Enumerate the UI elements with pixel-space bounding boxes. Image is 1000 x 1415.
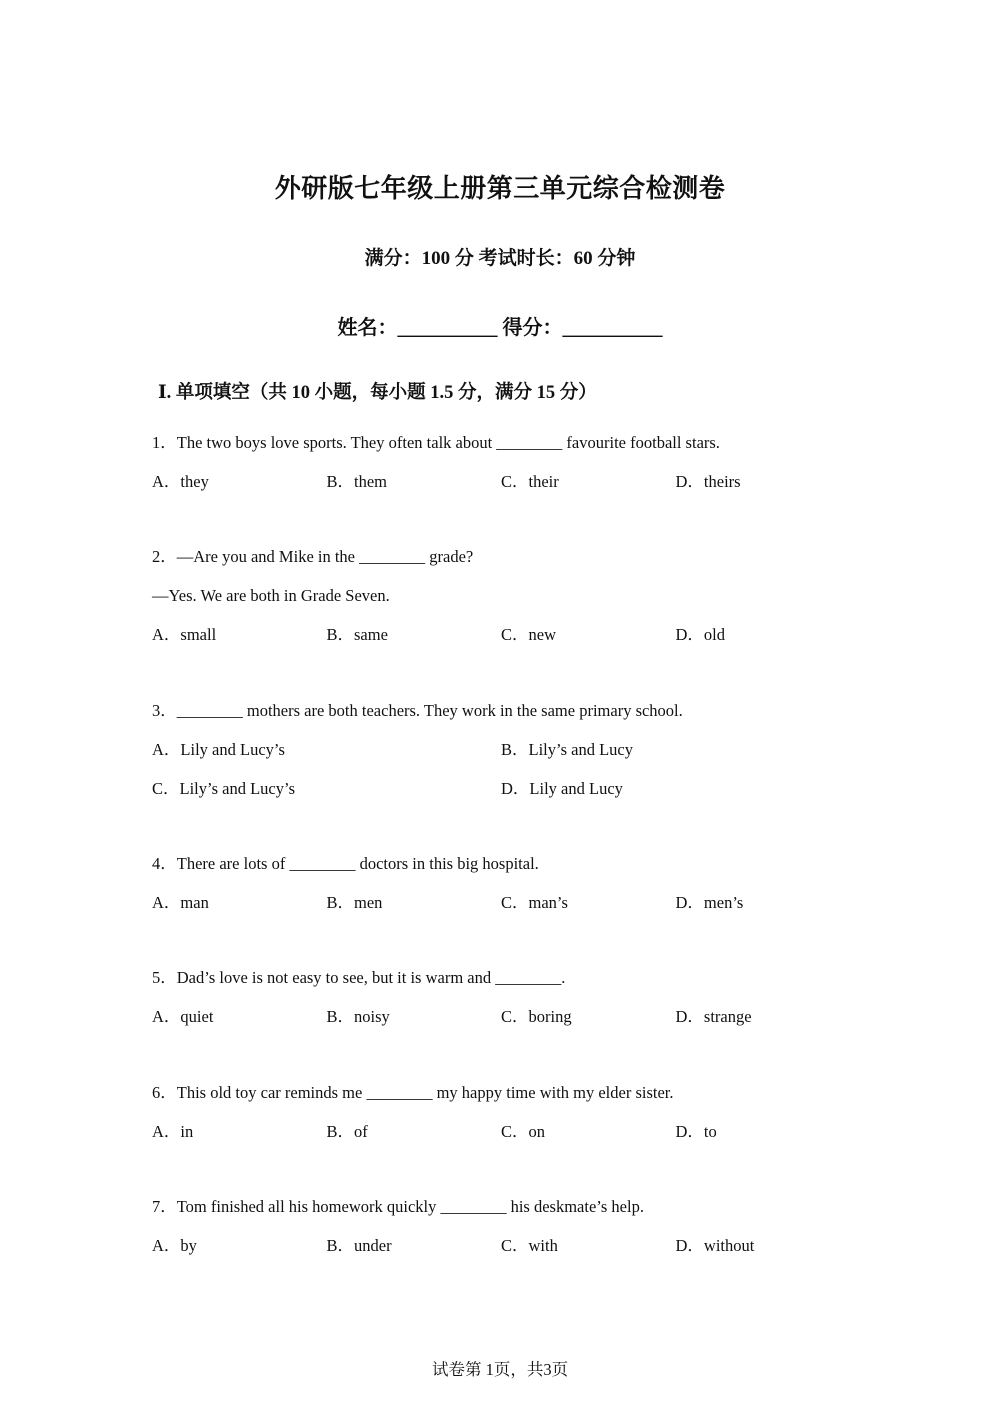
option-c: C．with	[501, 1236, 558, 1255]
options-row	[152, 1006, 852, 1045]
option-d: D．without	[675, 1236, 755, 1255]
option-b: B．under	[326, 1236, 392, 1255]
option-d: D．theirs	[675, 472, 741, 491]
option-d: D．old	[675, 625, 725, 644]
question-stem: 3．________ mothers are both teachers. They work in the same primary school.	[152, 701, 683, 720]
option-a: A．they	[152, 472, 209, 491]
option-d: D．to	[675, 1122, 717, 1141]
name-score-line: 姓名：__________ 得分：__________	[337, 317, 663, 339]
option-c: C．man’s	[501, 893, 568, 912]
option-b: B．noisy	[326, 1007, 390, 1026]
option-c: C．boring	[501, 1007, 572, 1026]
option-b: B．of	[326, 1122, 368, 1141]
question-4	[152, 853, 852, 931]
question-stem: 6．This old toy car reminds me ________ my happy time with my elder sister.	[152, 1083, 674, 1102]
options-row	[152, 739, 852, 778]
question-5	[152, 967, 852, 1045]
option-b: B．same	[326, 625, 388, 644]
question-stem-reply: —Yes. We are both in Grade Seven.	[152, 586, 390, 605]
option-a: A．small	[152, 625, 217, 644]
question-6	[152, 1082, 852, 1160]
options-row	[152, 1235, 852, 1274]
question-stem: 5．Dad’s love is not easy to see, but it is warm and ________.	[152, 968, 566, 987]
option-a: A．by	[152, 1236, 197, 1255]
exam-subtitle: 满分：100 分 考试时长：60 分钟	[364, 248, 636, 269]
question-stem: 7．Tom finished all his homework quickly ________ his deskmate’s help.	[152, 1197, 644, 1216]
option-a: A．quiet	[152, 1007, 214, 1026]
question-3	[152, 700, 852, 817]
options-row	[152, 892, 852, 931]
option-d: D．strange	[675, 1007, 752, 1026]
option-a: A．in	[152, 1122, 194, 1141]
options-row	[152, 624, 852, 663]
option-c: C．on	[501, 1122, 546, 1141]
option-a: A．man	[152, 893, 209, 912]
options-row	[152, 778, 852, 817]
question-1	[152, 432, 852, 510]
options-row	[152, 1121, 852, 1160]
section-title: Ⅰ. 单项填空（共 10 小题，每小题 1.5 分，满分 15 分）	[158, 383, 597, 403]
option-d: D．Lily and Lucy	[501, 779, 623, 798]
option-b: B．men	[326, 893, 383, 912]
option-c: C．their	[501, 472, 559, 491]
option-a: A．Lily and Lucy’s	[152, 740, 285, 759]
option-b: B．them	[326, 472, 387, 491]
options-row	[152, 471, 852, 510]
option-d: D．men’s	[675, 893, 744, 912]
question-stem: 4．There are lots of ________ doctors in this big hospital.	[152, 854, 539, 873]
question-stem: 2．—Are you and Mike in the ________ grade?	[152, 547, 474, 566]
page-number: 试卷第 1页，共3页	[431, 1360, 569, 1379]
question-2	[152, 546, 852, 663]
option-c: C．Lily’s and Lucy’s	[152, 779, 295, 798]
option-c: C．new	[501, 625, 556, 644]
exam-title: 外研版七年级上册第三单元综合检测卷	[274, 174, 726, 203]
question-stem: 1．The two boys love sports. They often talk about ________ favourite football stars.	[152, 433, 720, 452]
option-b: B．Lily’s and Lucy	[501, 740, 633, 759]
question-7	[152, 1196, 852, 1274]
